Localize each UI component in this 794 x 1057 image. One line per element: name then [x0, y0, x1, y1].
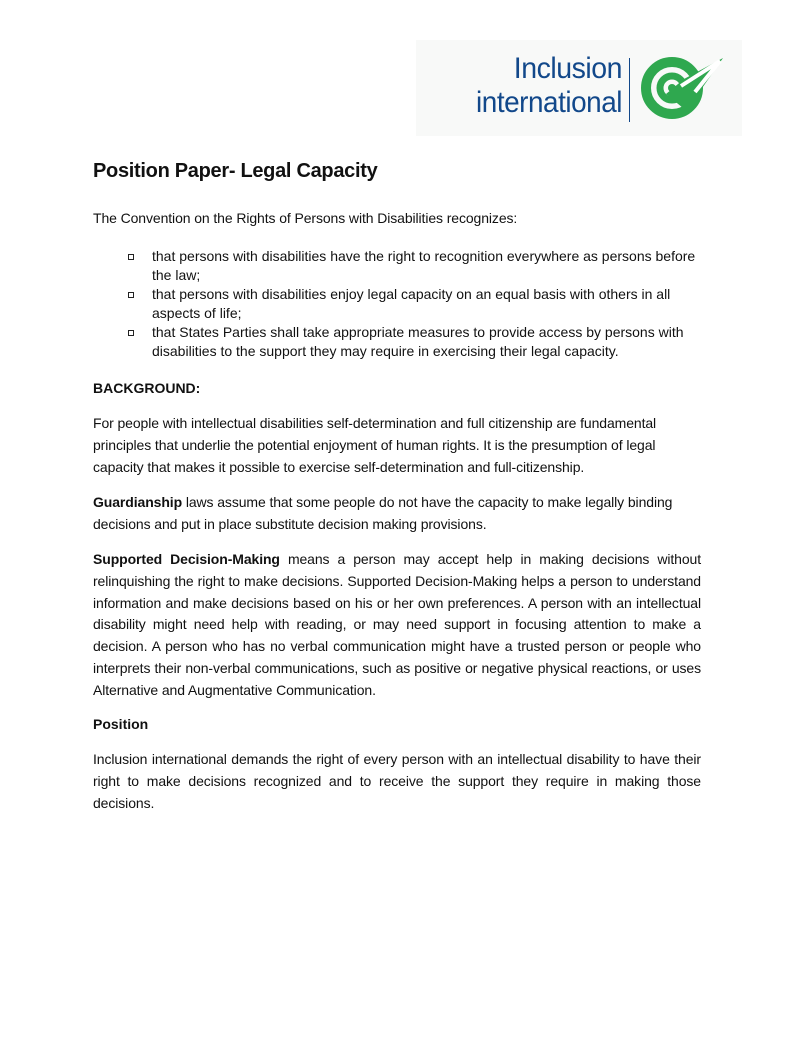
guardianship-paragraph	[93, 492, 701, 536]
checkbox-bullet-icon	[128, 330, 134, 336]
inclusion-international-swirl-logo-icon	[638, 54, 730, 122]
list-item	[126, 323, 701, 361]
logo-wordmark	[430, 54, 622, 118]
supported-decision-text: means a person may accept help in making decisions without relinquishing the right to make decisions. Supported Decision-Making helps a person to understand information and make decisions based on his or her own preferences. A person with an intellectual disability might need help with reading, or may need support in focusing attention to make a decision. A person who has no verbal communication might have a trusted person or people who interprets their non-verbal communications, such as positive or negative physical reactions, or uses Alternative and Augmentative Communication.	[93, 551, 702, 698]
checkbox-bullet-icon	[128, 292, 134, 298]
bullet-text: that persons with disabilities have the right to recognition everywhere as persons before the law;	[152, 248, 696, 283]
logo-divider	[629, 58, 630, 122]
intro-paragraph: The Convention on the Rights of Persons with Disabilities recognizes:	[93, 210, 518, 226]
bullet-text: that States Parties shall take appropriate measures to provide access by persons with disabilities to the support they may require in exercising their legal capacity.	[152, 324, 684, 359]
convention-recognition-list	[126, 247, 701, 361]
background-heading: BACKGROUND:	[93, 380, 201, 396]
organization-logo	[416, 40, 742, 136]
logo-line-international: international	[476, 86, 622, 119]
bullet-text: that persons with disabilities enjoy legal capacity on an equal basis with others in all aspects of life;	[152, 286, 671, 321]
supported-decision-term: Supported Decision-Making	[93, 551, 280, 567]
background-paragraph: For people with intellectual disabilities self-determination and full citizenship are fundamental principles that underlie the potential enjoyment of human rights. It is the presumption of legal capacity that makes it possible to exercise self-determination and full-citizenship.	[93, 415, 657, 475]
guardianship-term: Guardianship	[93, 494, 183, 510]
checkbox-bullet-icon	[128, 254, 134, 260]
guardianship-text: laws assume that some people do not have the capacity to make legally binding decisions and put in place substitute decision making provisions.	[93, 494, 673, 532]
list-item	[126, 285, 701, 323]
position-heading: Position	[93, 716, 149, 732]
logo-line-inclusion: Inclusion	[513, 52, 622, 85]
document-title: Position Paper- Legal Capacity	[93, 160, 378, 182]
supported-decision-paragraph	[93, 549, 701, 702]
position-paragraph: Inclusion international demands the right of every person with an intellectual disability to have their right to make decisions recognized and to receive the support they require in making those decisions.	[93, 751, 701, 811]
list-item	[126, 247, 701, 285]
